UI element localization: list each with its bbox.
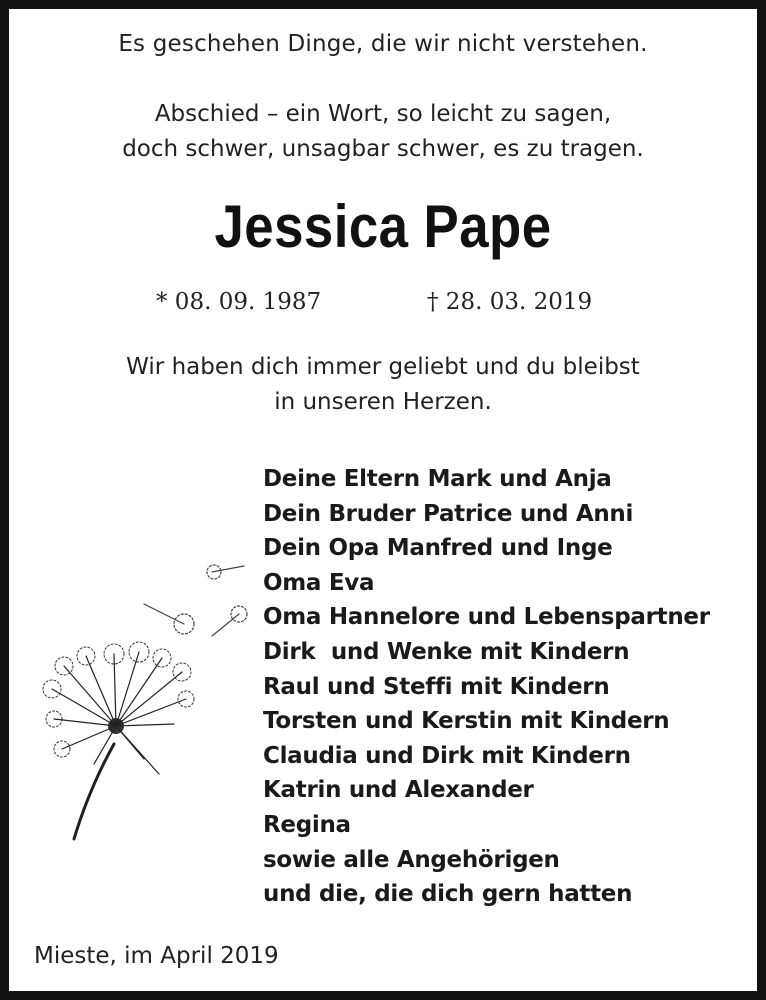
dandelion-icon	[34, 554, 254, 844]
tribute	[9, 350, 757, 420]
mourner-line: Dein Opa Manfred und Inge	[263, 535, 613, 562]
mourner-line: Torsten und Kerstin mit Kindern	[263, 708, 670, 735]
mourner-line: Claudia und Dirk mit Kindern	[263, 742, 631, 769]
intro-line: Es geschehen Dinge, die wir nicht verstehen.	[118, 31, 648, 57]
verse	[9, 97, 757, 167]
mourner-line: Regina	[263, 811, 351, 838]
death-date: † 28. 03. 2019	[427, 289, 593, 315]
mourner-line: Katrin und Alexander	[263, 777, 534, 804]
mourner-line: Deine Eltern Mark und Anja	[263, 466, 612, 492]
mourner-line: Dein Bruder Patrice und Anni	[263, 500, 634, 527]
mourner-line: Raul und Steffi mit Kindern	[263, 673, 610, 700]
mourners-list	[263, 462, 710, 912]
mourner-line: Oma Hannelore und Lebenspartner	[263, 604, 710, 631]
mourner-line: sowie alle Angehörigen	[263, 846, 560, 873]
place-date: Mieste, im April 2019	[34, 943, 279, 969]
mourner-line: Oma Eva	[263, 569, 375, 596]
verse-line: doch schwer, unsagbar schwer, es zu tragen.	[122, 136, 644, 162]
mourner-line: Dirk und Wenke mit Kindern	[263, 638, 630, 665]
mourner-line: und die, die dich gern hatten	[263, 881, 633, 908]
birth-date: * 08. 09. 1987	[156, 289, 322, 315]
tribute-line: in unseren Herzen.	[274, 389, 492, 415]
deceased-name: Jessica Pape	[214, 193, 552, 260]
tribute-line: Wir haben dich immer geliebt und du bleibst	[126, 354, 640, 380]
verse-line: Abschied – ein Wort, so leicht zu sagen,	[154, 101, 612, 127]
